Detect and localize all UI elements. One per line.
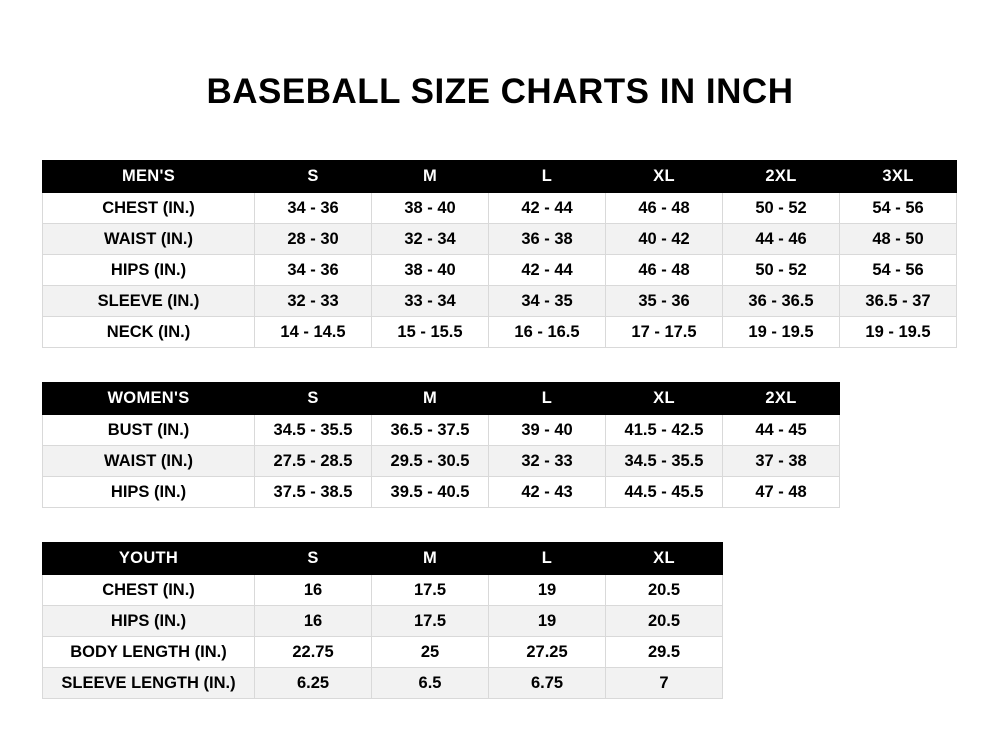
row-label: WAIST (IN.) bbox=[43, 446, 255, 477]
table-row bbox=[43, 317, 957, 348]
column-header: M bbox=[372, 543, 489, 575]
row-label: CHEST (IN.) bbox=[43, 193, 255, 224]
table-cell: 54 - 56 bbox=[840, 193, 957, 224]
column-header: 3XL bbox=[840, 161, 957, 193]
row-label: HIPS (IN.) bbox=[43, 606, 255, 637]
table-row bbox=[43, 477, 840, 508]
table-cell: 17.5 bbox=[372, 606, 489, 637]
table-cell: 32 - 33 bbox=[255, 286, 372, 317]
column-header: YOUTH bbox=[43, 543, 255, 575]
row-label: BUST (IN.) bbox=[43, 415, 255, 446]
size-charts-container bbox=[0, 160, 1000, 699]
row-label: SLEEVE LENGTH (IN.) bbox=[43, 668, 255, 699]
column-header: S bbox=[255, 161, 372, 193]
table-cell: 37 - 38 bbox=[723, 446, 840, 477]
table-cell: 33 - 34 bbox=[372, 286, 489, 317]
table-cell: 19 bbox=[489, 606, 606, 637]
table-cell: 34.5 - 35.5 bbox=[255, 415, 372, 446]
table-row bbox=[43, 224, 957, 255]
row-label: BODY LENGTH (IN.) bbox=[43, 637, 255, 668]
table-cell: 17 - 17.5 bbox=[606, 317, 723, 348]
table-cell: 46 - 48 bbox=[606, 255, 723, 286]
column-header: XL bbox=[606, 383, 723, 415]
table-cell: 39 - 40 bbox=[489, 415, 606, 446]
table-cell: 6.75 bbox=[489, 668, 606, 699]
table-cell: 44.5 - 45.5 bbox=[606, 477, 723, 508]
table-header-row bbox=[43, 543, 723, 575]
table-row bbox=[43, 575, 723, 606]
row-label: HIPS (IN.) bbox=[43, 255, 255, 286]
column-header: L bbox=[489, 383, 606, 415]
column-header: XL bbox=[606, 543, 723, 575]
table-row bbox=[43, 446, 840, 477]
table-row bbox=[43, 415, 840, 446]
table-cell: 42 - 44 bbox=[489, 255, 606, 286]
table-cell: 41.5 - 42.5 bbox=[606, 415, 723, 446]
table-row bbox=[43, 606, 723, 637]
table-cell: 37.5 - 38.5 bbox=[255, 477, 372, 508]
table-cell: 36.5 - 37 bbox=[840, 286, 957, 317]
column-header: L bbox=[489, 161, 606, 193]
table-cell: 42 - 43 bbox=[489, 477, 606, 508]
table-cell: 16 bbox=[255, 575, 372, 606]
table-cell: 6.5 bbox=[372, 668, 489, 699]
table-cell: 34 - 36 bbox=[255, 255, 372, 286]
table-cell: 16 - 16.5 bbox=[489, 317, 606, 348]
row-label: SLEEVE (IN.) bbox=[43, 286, 255, 317]
row-label: HIPS (IN.) bbox=[43, 477, 255, 508]
table-cell: 36 - 36.5 bbox=[723, 286, 840, 317]
table-cell: 20.5 bbox=[606, 606, 723, 637]
row-label: CHEST (IN.) bbox=[43, 575, 255, 606]
table-cell: 27.25 bbox=[489, 637, 606, 668]
column-header: L bbox=[489, 543, 606, 575]
table-cell: 25 bbox=[372, 637, 489, 668]
table-cell: 39.5 - 40.5 bbox=[372, 477, 489, 508]
table-row bbox=[43, 286, 957, 317]
table-row bbox=[43, 637, 723, 668]
womens-size-table bbox=[42, 382, 840, 508]
table-cell: 36 - 38 bbox=[489, 224, 606, 255]
table-cell: 50 - 52 bbox=[723, 193, 840, 224]
youth-size-table bbox=[42, 542, 723, 699]
table-cell: 32 - 33 bbox=[489, 446, 606, 477]
table-cell: 46 - 48 bbox=[606, 193, 723, 224]
table-cell: 16 bbox=[255, 606, 372, 637]
table-cell: 35 - 36 bbox=[606, 286, 723, 317]
table-cell: 19 - 19.5 bbox=[840, 317, 957, 348]
table-cell: 14 - 14.5 bbox=[255, 317, 372, 348]
table-cell: 42 - 44 bbox=[489, 193, 606, 224]
column-header: M bbox=[372, 383, 489, 415]
column-header: M bbox=[372, 161, 489, 193]
column-header: 2XL bbox=[723, 383, 840, 415]
table-cell: 20.5 bbox=[606, 575, 723, 606]
table-row bbox=[43, 668, 723, 699]
mens-size-table bbox=[42, 160, 957, 348]
table-row bbox=[43, 255, 957, 286]
table-cell: 29.5 - 30.5 bbox=[372, 446, 489, 477]
table-cell: 48 - 50 bbox=[840, 224, 957, 255]
table-cell: 34 - 36 bbox=[255, 193, 372, 224]
table-cell: 28 - 30 bbox=[255, 224, 372, 255]
table-cell: 22.75 bbox=[255, 637, 372, 668]
table-cell: 29.5 bbox=[606, 637, 723, 668]
table-cell: 6.25 bbox=[255, 668, 372, 699]
column-header: S bbox=[255, 543, 372, 575]
table-cell: 19 - 19.5 bbox=[723, 317, 840, 348]
table-cell: 40 - 42 bbox=[606, 224, 723, 255]
table-cell: 15 - 15.5 bbox=[372, 317, 489, 348]
column-header: 2XL bbox=[723, 161, 840, 193]
table-cell: 47 - 48 bbox=[723, 477, 840, 508]
table-cell: 38 - 40 bbox=[372, 193, 489, 224]
table-cell: 50 - 52 bbox=[723, 255, 840, 286]
column-header: WOMEN'S bbox=[43, 383, 255, 415]
column-header: S bbox=[255, 383, 372, 415]
table-cell: 32 - 34 bbox=[372, 224, 489, 255]
table-header-row bbox=[43, 161, 957, 193]
table-cell: 38 - 40 bbox=[372, 255, 489, 286]
page-title: BASEBALL SIZE CHARTS IN INCH bbox=[206, 72, 794, 111]
table-cell: 36.5 - 37.5 bbox=[372, 415, 489, 446]
table-cell: 54 - 56 bbox=[840, 255, 957, 286]
column-header: MEN'S bbox=[43, 161, 255, 193]
table-cell: 19 bbox=[489, 575, 606, 606]
table-cell: 44 - 46 bbox=[723, 224, 840, 255]
row-label: NECK (IN.) bbox=[43, 317, 255, 348]
table-cell: 34 - 35 bbox=[489, 286, 606, 317]
column-header: XL bbox=[606, 161, 723, 193]
table-cell: 7 bbox=[606, 668, 723, 699]
table-cell: 44 - 45 bbox=[723, 415, 840, 446]
table-row bbox=[43, 193, 957, 224]
table-cell: 17.5 bbox=[372, 575, 489, 606]
row-label: WAIST (IN.) bbox=[43, 224, 255, 255]
table-cell: 34.5 - 35.5 bbox=[606, 446, 723, 477]
table-cell: 27.5 - 28.5 bbox=[255, 446, 372, 477]
table-header-row bbox=[43, 383, 840, 415]
